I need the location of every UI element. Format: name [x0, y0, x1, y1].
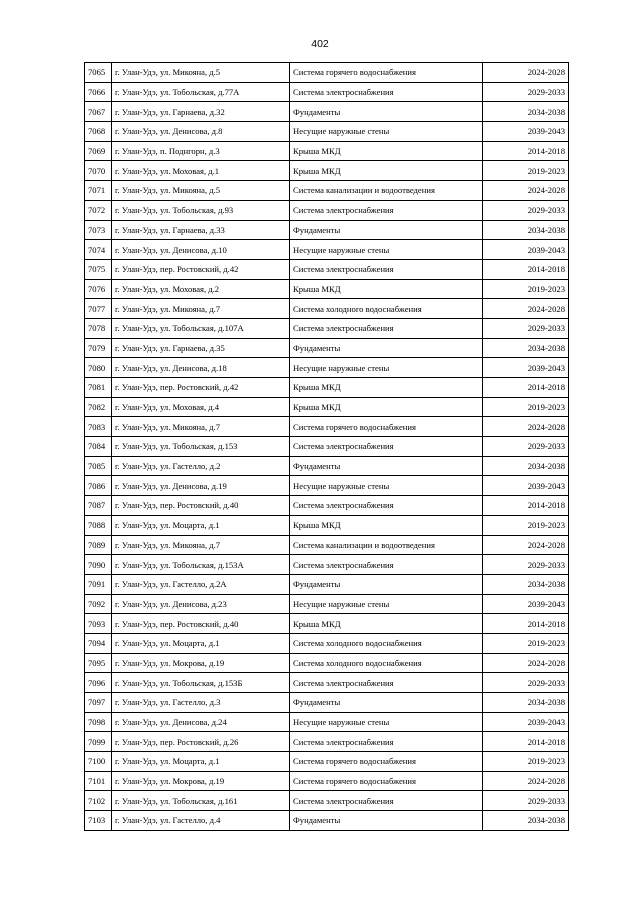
cell-number: 7101: [85, 771, 112, 791]
cell-work-type: Фундаменты: [290, 456, 483, 476]
table-row: [85, 63, 569, 83]
cell-number: 7099: [85, 732, 112, 752]
cell-number: 7081: [85, 378, 112, 398]
table-row: [85, 535, 569, 555]
cell-period: 2024-2028: [483, 653, 569, 673]
cell-period: 2034-2038: [483, 456, 569, 476]
cell-address: г. Улан-Удэ, ул. Тобольская, д.153Б: [112, 673, 290, 693]
cell-number: 7103: [85, 811, 112, 831]
cell-period: 2039-2043: [483, 594, 569, 614]
cell-period: 2019-2023: [483, 752, 569, 772]
cell-period: 2024-2028: [483, 771, 569, 791]
cell-period: 2014-2018: [483, 141, 569, 161]
cell-period: 2014-2018: [483, 378, 569, 398]
cell-period: 2014-2018: [483, 614, 569, 634]
cell-work-type: Система горячего водоснабжения: [290, 752, 483, 772]
cell-period: 2034-2038: [483, 574, 569, 594]
cell-work-type: Крыша МКД: [290, 515, 483, 535]
cell-address: г. Улан-Удэ, ул. Мокрова, д.19: [112, 771, 290, 791]
cell-address: г. Улан-Удэ, ул. Мокрова, д.19: [112, 653, 290, 673]
cell-address: г. Улан-Удэ, пер. Ростовский, д.40: [112, 614, 290, 634]
cell-period: 2019-2023: [483, 397, 569, 417]
cell-address: г. Улан-Удэ, ул. Моховая, д.4: [112, 397, 290, 417]
cell-address: г. Улан-Удэ, ул. Гастелло, д.3: [112, 693, 290, 713]
cell-address: г. Улан-Удэ, п. Поднгорн, д.3: [112, 141, 290, 161]
table-row: [85, 299, 569, 319]
cell-address: г. Улан-Удэ, ул. Тобольская, д.161: [112, 791, 290, 811]
cell-number: 7066: [85, 82, 112, 102]
cell-work-type: Фундаменты: [290, 220, 483, 240]
cell-address: г. Улан-Удэ, ул. Гастелло, д.2А: [112, 574, 290, 594]
cell-work-type: Крыша МКД: [290, 161, 483, 181]
cell-period: 2029-2033: [483, 437, 569, 457]
cell-number: 7072: [85, 200, 112, 220]
repair-schedule-table: [84, 62, 569, 831]
table-row: [85, 240, 569, 260]
cell-number: 7069: [85, 141, 112, 161]
cell-number: 7074: [85, 240, 112, 260]
table-row: [85, 181, 569, 201]
table-body: [85, 63, 569, 831]
cell-address: г. Улан-Удэ, ул. Тобольская, д.153А: [112, 555, 290, 575]
cell-address: г. Улан-Удэ, ул. Микояна, д.7: [112, 535, 290, 555]
cell-address: г. Улан-Удэ, пер. Ростовский, д.26: [112, 732, 290, 752]
cell-period: 2039-2043: [483, 712, 569, 732]
cell-work-type: Крыша МКД: [290, 614, 483, 634]
cell-number: 7084: [85, 437, 112, 457]
cell-address: г. Улан-Удэ, ул. Микояна, д.7: [112, 299, 290, 319]
cell-work-type: Система электроснабжения: [290, 437, 483, 457]
cell-period: 2039-2043: [483, 476, 569, 496]
table-row: [85, 82, 569, 102]
cell-address: г. Улан-Удэ, ул. Гастелло, д.2: [112, 456, 290, 476]
cell-number: 7094: [85, 633, 112, 653]
table-row: [85, 693, 569, 713]
cell-work-type: Несущие наружные стены: [290, 594, 483, 614]
table-row: [85, 417, 569, 437]
table-row: [85, 712, 569, 732]
table-row: [85, 574, 569, 594]
cell-work-type: Система канализации и водоотведения: [290, 535, 483, 555]
cell-number: 7083: [85, 417, 112, 437]
cell-work-type: Фундаменты: [290, 102, 483, 122]
cell-work-type: Фундаменты: [290, 338, 483, 358]
cell-work-type: Несущие наружные стены: [290, 122, 483, 142]
table-row: [85, 122, 569, 142]
cell-period: 2024-2028: [483, 299, 569, 319]
cell-number: 7085: [85, 456, 112, 476]
table-row: [85, 732, 569, 752]
cell-period: 2014-2018: [483, 496, 569, 516]
cell-number: 7076: [85, 279, 112, 299]
table-row: [85, 259, 569, 279]
cell-period: 2039-2043: [483, 122, 569, 142]
cell-number: 7090: [85, 555, 112, 575]
page-number: 402: [311, 38, 329, 50]
table-row: [85, 673, 569, 693]
cell-address: г. Улан-Удэ, ул. Моцарта, д.1: [112, 633, 290, 653]
cell-work-type: Система электроснабжения: [290, 82, 483, 102]
cell-number: 7092: [85, 594, 112, 614]
cell-number: 7098: [85, 712, 112, 732]
table-row: [85, 476, 569, 496]
cell-period: 2019-2023: [483, 279, 569, 299]
cell-number: 7100: [85, 752, 112, 772]
cell-work-type: Система горячего водоснабжения: [290, 771, 483, 791]
cell-work-type: Несущие наружные стены: [290, 240, 483, 260]
cell-work-type: Система электроснабжения: [290, 555, 483, 575]
cell-period: 2034-2038: [483, 338, 569, 358]
cell-address: г. Улан-Удэ, ул. Тобольская, д.77А: [112, 82, 290, 102]
table-row: [85, 456, 569, 476]
table-row: [85, 614, 569, 634]
cell-work-type: Крыша МКД: [290, 279, 483, 299]
cell-work-type: Система горячего водоснабжения: [290, 63, 483, 83]
table-row: [85, 220, 569, 240]
cell-period: 2029-2033: [483, 791, 569, 811]
table-row: [85, 279, 569, 299]
table-row: [85, 633, 569, 653]
table-row: [85, 200, 569, 220]
cell-address: г. Улан-Удэ, ул. Тобольская, д.107А: [112, 318, 290, 338]
cell-address: г. Улан-Удэ, ул. Микояна, д.7: [112, 417, 290, 437]
cell-period: 2034-2038: [483, 811, 569, 831]
cell-period: 2039-2043: [483, 240, 569, 260]
cell-number: 7073: [85, 220, 112, 240]
cell-work-type: Система электроснабжения: [290, 200, 483, 220]
cell-work-type: Система горячего водоснабжения: [290, 417, 483, 437]
cell-address: г. Улан-Удэ, ул. Микояна, д.5: [112, 63, 290, 83]
cell-period: 2034-2038: [483, 220, 569, 240]
cell-work-type: Система электроснабжения: [290, 732, 483, 752]
cell-address: г. Улан-Удэ, ул. Моцарта, д.1: [112, 752, 290, 772]
cell-work-type: Система электроснабжения: [290, 673, 483, 693]
cell-work-type: Фундаменты: [290, 811, 483, 831]
table-row: [85, 318, 569, 338]
cell-period: 2039-2043: [483, 358, 569, 378]
cell-number: 7095: [85, 653, 112, 673]
cell-period: 2029-2033: [483, 318, 569, 338]
cell-address: г. Улан-Удэ, ул. Денисова, д.18: [112, 358, 290, 378]
cell-work-type: Система электроснабжения: [290, 496, 483, 516]
table-row: [85, 555, 569, 575]
table-row: [85, 437, 569, 457]
cell-address: г. Улан-Удэ, ул. Гарнаева, д.35: [112, 338, 290, 358]
cell-number: 7075: [85, 259, 112, 279]
cell-address: г. Улан-Удэ, ул. Моховая, д.2: [112, 279, 290, 299]
cell-work-type: Крыша МКД: [290, 397, 483, 417]
cell-work-type: Система канализации и водоотведения: [290, 181, 483, 201]
cell-number: 7077: [85, 299, 112, 319]
cell-work-type: Крыша МКД: [290, 141, 483, 161]
cell-address: г. Улан-Удэ, ул. Денисова, д.8: [112, 122, 290, 142]
table-row: [85, 161, 569, 181]
cell-address: г. Улан-Удэ, ул. Микояна, д.5: [112, 181, 290, 201]
cell-work-type: Система холодного водоснабжения: [290, 653, 483, 673]
cell-work-type: Несущие наружные стены: [290, 712, 483, 732]
cell-address: г. Улан-Удэ, ул. Гастелло, д.4: [112, 811, 290, 831]
cell-number: 7082: [85, 397, 112, 417]
cell-number: 7102: [85, 791, 112, 811]
cell-number: 7078: [85, 318, 112, 338]
cell-number: 7079: [85, 338, 112, 358]
cell-address: г. Улан-Удэ, ул. Денисова, д.23: [112, 594, 290, 614]
cell-number: 7070: [85, 161, 112, 181]
cell-number: 7089: [85, 535, 112, 555]
cell-address: г. Улан-Удэ, ул. Денисова, д.24: [112, 712, 290, 732]
cell-period: 2029-2033: [483, 200, 569, 220]
table-row: [85, 653, 569, 673]
cell-number: 7097: [85, 693, 112, 713]
table-row: [85, 397, 569, 417]
cell-work-type: Система холодного водоснабжения: [290, 633, 483, 653]
cell-address: г. Улан-Удэ, ул. Денисова, д.10: [112, 240, 290, 260]
cell-period: 2024-2028: [483, 417, 569, 437]
cell-number: 7091: [85, 574, 112, 594]
table-row: [85, 141, 569, 161]
cell-work-type: Фундаменты: [290, 693, 483, 713]
cell-work-type: Несущие наружные стены: [290, 476, 483, 496]
table-row: [85, 594, 569, 614]
cell-number: 7067: [85, 102, 112, 122]
cell-address: г. Улан-Удэ, ул. Гарнаева, д.32: [112, 102, 290, 122]
cell-period: 2019-2023: [483, 633, 569, 653]
cell-period: 2029-2033: [483, 555, 569, 575]
cell-period: 2019-2023: [483, 515, 569, 535]
cell-period: 2029-2033: [483, 673, 569, 693]
cell-work-type: Крыша МКД: [290, 378, 483, 398]
cell-address: г. Улан-Удэ, ул. Тобольская, д.93: [112, 200, 290, 220]
cell-work-type: Система электроснабжения: [290, 791, 483, 811]
cell-number: 7093: [85, 614, 112, 634]
cell-work-type: Несущие наружные стены: [290, 358, 483, 378]
cell-address: г. Улан-Удэ, ул. Моховая, д.1: [112, 161, 290, 181]
cell-number: 7087: [85, 496, 112, 516]
cell-address: г. Улан-Удэ, ул. Моцарта, д.1: [112, 515, 290, 535]
cell-period: 2024-2028: [483, 535, 569, 555]
table-row: [85, 791, 569, 811]
cell-work-type: Система холодного водоснабжения: [290, 299, 483, 319]
cell-work-type: Система электроснабжения: [290, 259, 483, 279]
cell-number: 7065: [85, 63, 112, 83]
cell-number: 7096: [85, 673, 112, 693]
table-row: [85, 378, 569, 398]
cell-number: 7080: [85, 358, 112, 378]
cell-period: 2034-2038: [483, 102, 569, 122]
table-row: [85, 752, 569, 772]
table-row: [85, 515, 569, 535]
cell-period: 2014-2018: [483, 732, 569, 752]
cell-number: 7086: [85, 476, 112, 496]
cell-period: 2029-2033: [483, 82, 569, 102]
cell-number: 7088: [85, 515, 112, 535]
cell-period: 2034-2038: [483, 693, 569, 713]
table-row: [85, 771, 569, 791]
cell-work-type: Фундаменты: [290, 574, 483, 594]
cell-number: 7068: [85, 122, 112, 142]
cell-work-type: Система электроснабжения: [290, 318, 483, 338]
table-row: [85, 358, 569, 378]
cell-address: г. Улан-Удэ, ул. Тобольская, д.153: [112, 437, 290, 457]
cell-period: 2014-2018: [483, 259, 569, 279]
table-row: [85, 102, 569, 122]
cell-address: г. Улан-Удэ, ул. Денисова, д.19: [112, 476, 290, 496]
cell-period: 2019-2023: [483, 161, 569, 181]
cell-number: 7071: [85, 181, 112, 201]
table-row: [85, 338, 569, 358]
cell-address: г. Улан-Удэ, пер. Ростовский, д.40: [112, 496, 290, 516]
cell-period: 2024-2028: [483, 63, 569, 83]
cell-address: г. Улан-Удэ, ул. Гарнаева, д.33: [112, 220, 290, 240]
cell-period: 2024-2028: [483, 181, 569, 201]
table-row: [85, 811, 569, 831]
table-row: [85, 496, 569, 516]
cell-address: г. Улан-Удэ, пер. Ростовский, д.42: [112, 378, 290, 398]
cell-address: г. Улан-Удэ, пер. Ростовский, д.42: [112, 259, 290, 279]
